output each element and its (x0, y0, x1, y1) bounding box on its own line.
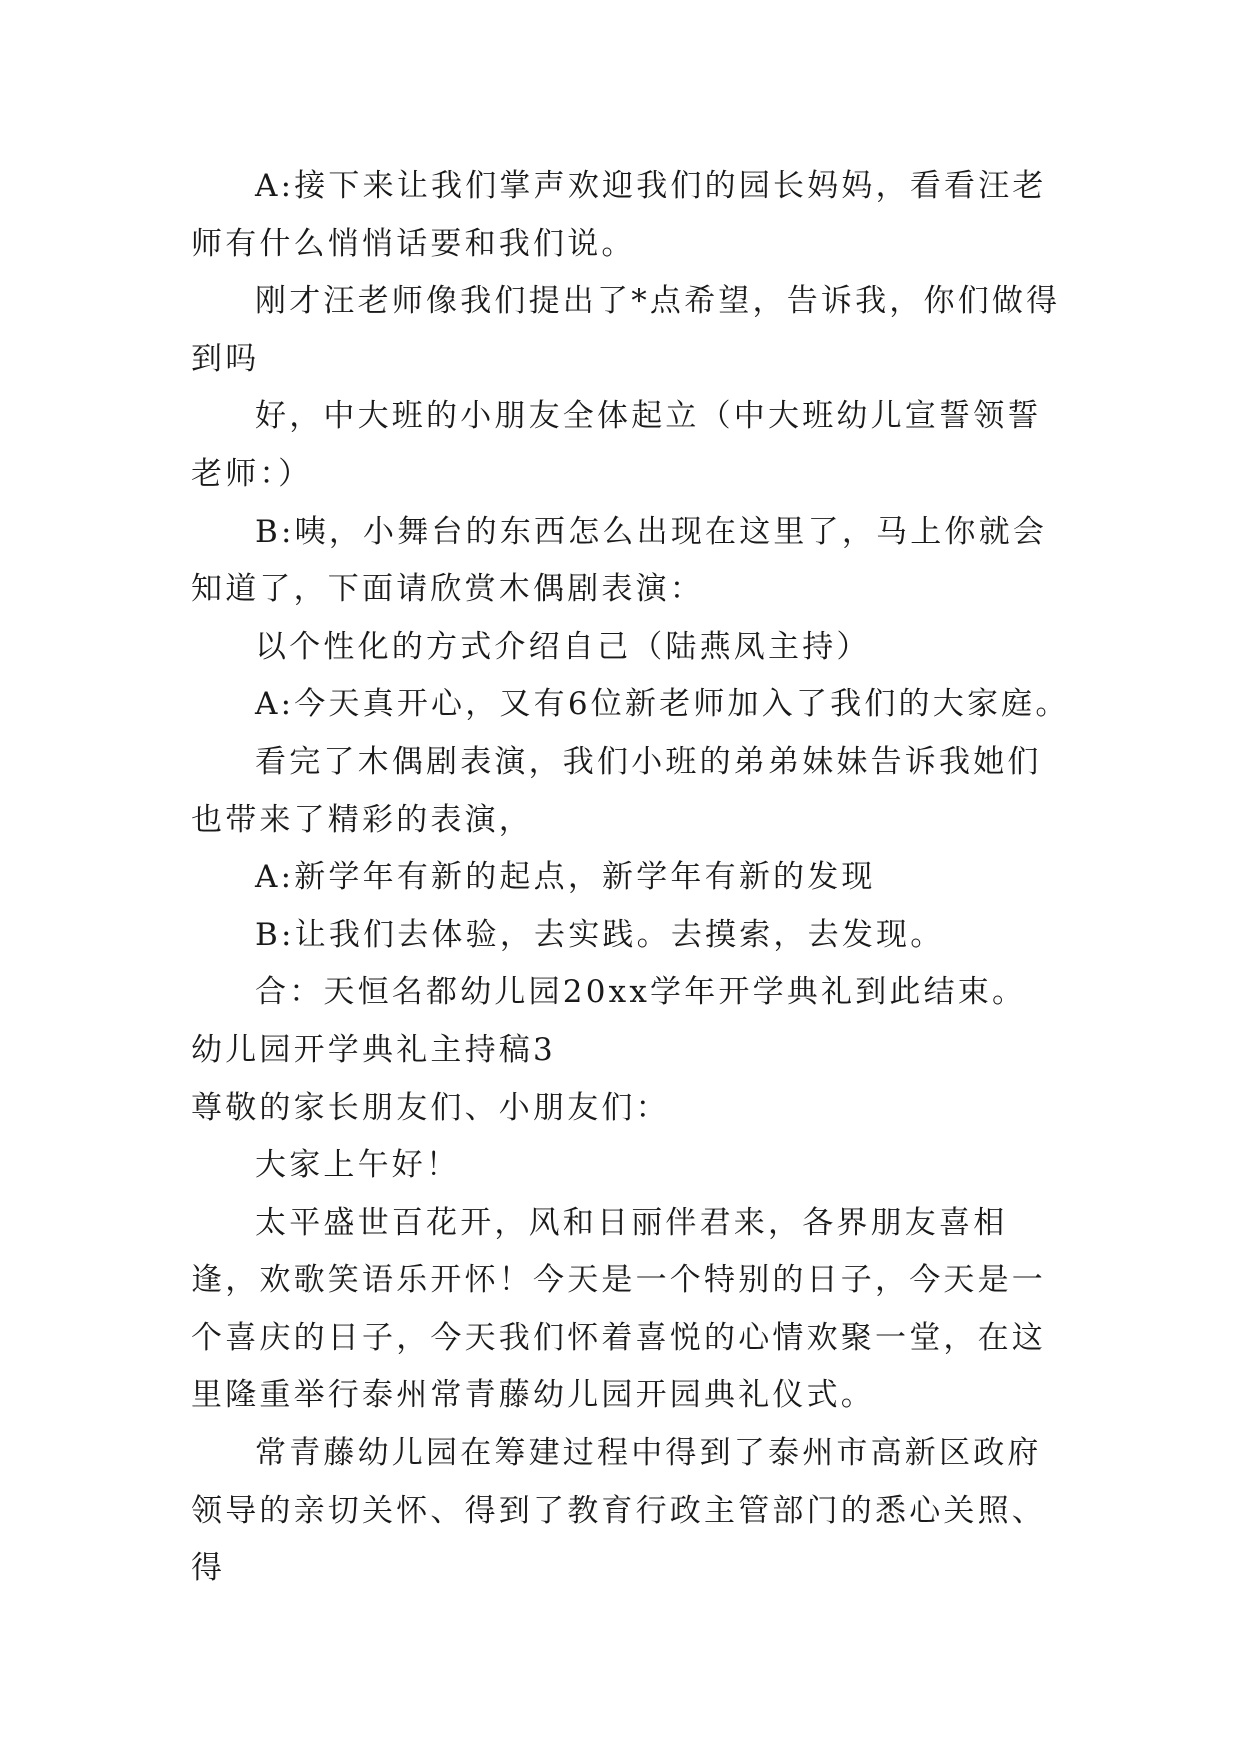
paragraph: A:今天真开心，又有6位新老师加入了我们的大家庭。 (255, 686, 1070, 723)
paragraph: 好，中大班的小朋友全体起立（中大班幼儿宣誓领誓老师：） (191, 398, 1042, 492)
paragraph: 太平盛世百花开，风和日丽伴君来，各界朋友喜相逢，欢歌笑语乐开怀！今天是一个特别的日子，今天是一个喜庆的日子，今天我们怀着喜悦的心情欢聚一堂，在这里隆重举行泰州常青藤幼儿园开园典礼仪式。 (191, 1204, 1046, 1414)
paragraph: 看完了木偶剧表演，我们小班的弟弟妹妹告诉我她们也带来了精彩的表演， (191, 743, 1042, 838)
paragraph: A:新学年有新的起点，新学年有新的发现 (255, 859, 876, 896)
paragraph: 刚才汪老师像我们提出了*点希望，告诉我，你们做得到吗 (191, 283, 1061, 377)
paragraph: 大家上午好！ (255, 1147, 461, 1184)
salutation: 尊敬的家长朋友们、小朋友们： (191, 1089, 670, 1126)
section-heading: 幼儿园开学典礼主持稿3 (191, 1031, 556, 1068)
paragraph: 合：天恒名都幼儿园20xx学年开学典礼到此结束。 (255, 974, 1027, 1011)
paragraph: 常青藤幼儿园在筹建过程中得到了泰州市高新区政府领导的亲切关怀、得到了教育行政主管部门的悉心关照、得 (191, 1435, 1046, 1587)
document-body (191, 158, 1071, 1598)
paragraph: B:咦，小舞台的东西怎么出现在这里了，马上你就会知道了，下面请欣赏木偶剧表演： (191, 513, 1048, 608)
paragraph: A:接下来让我们掌声欢迎我们的园长妈妈，看看汪老师有什么悄悄话要和我们说。 (191, 168, 1047, 262)
paragraph: B:让我们去体验，去实践。去摸索，去发现。 (255, 916, 945, 953)
paragraph: 以个性化的方式介绍自己（陆燕凤主持） (255, 628, 871, 665)
